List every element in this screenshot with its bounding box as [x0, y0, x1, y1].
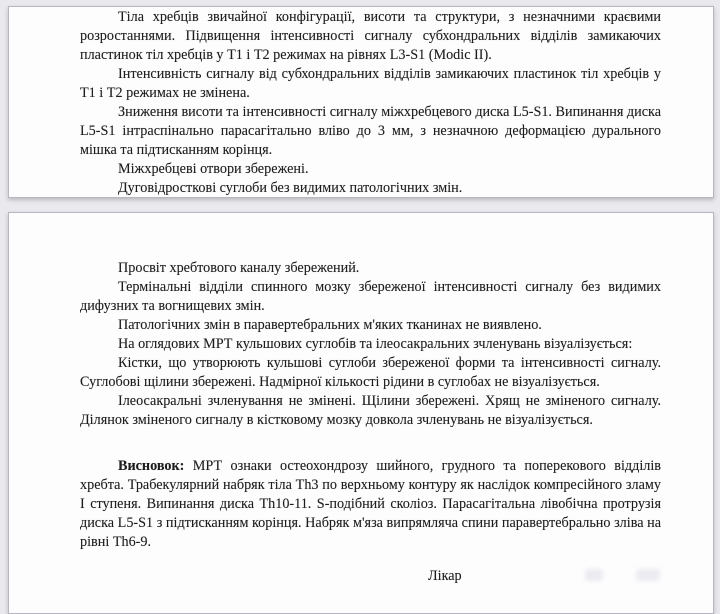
paragraph-hip-survey-intro: На оглядових МРТ кульшових суглобів та ілеосакральних зчленувань візуалізується:: [118, 336, 633, 352]
paragraph-vertebral-bodies: Тіла хребців звичайної конфігурації, висоти та структури, з незначними краєвими розростаннями. Підвищення інтенсивності сигналу субхондральних відділів замикаючих пластинок тіл хребців у Т1 і Т2 режимах на рівнях L3-S1 (Modic II).: [80, 9, 661, 63]
faded-signature-mark: [636, 569, 660, 581]
conclusion-text: МРТ ознаки остеохондрозу шийного, грудного та поперекового відділів хребта. Трабекулярний набряк тіла Th3 по верхньому контуру як наслідок компресійного зламу I ступеня. Випинання диска Th10-11. S-подібний сколіоз. Парасагітальна лівобічна протрузія диска L5-S1 з підтисканням корінця. Набряк м'яза випрямляча спини паравертебрально зліва на рівні Th6-9.: [80, 458, 661, 550]
conclusion-paragraph: [80, 457, 661, 552]
paragraph-spinal-cord: Термінальні відділи спинного мозку збереженої інтенсивності сигналу без видимих дифузних та вогнищевих змін.: [80, 279, 661, 314]
doctor-signature-row: [80, 567, 661, 586]
paragraph-paravertebral-tissues: Патологічних змін в паравертебральних м'яких тканинах не виявлено.: [118, 317, 542, 333]
paragraph-foramina: Міжхребцеві отвори збережені.: [118, 161, 309, 177]
faded-signature-mark: [585, 569, 603, 581]
paragraph-spinal-canal: Просвіт хребтового каналу збережений.: [118, 260, 360, 276]
conclusion-label: Висновок:: [118, 458, 185, 474]
doctor-label: Лікар: [428, 568, 462, 584]
report-page-1: [8, 6, 714, 198]
paragraph-hip-joints: Кістки, що утворюють кульшові суглоби збереженої форми та інтенсивності сигналу. Суглобові щілини збережені. Надмірної кількості рідини в суглобах не візуалізується.: [80, 355, 661, 390]
paragraph-signal-intensity: Інтенсивність сигналу від субхондральних відділів замикаючих пластинок тіл хребців у Т1 і Т2 режимах не змінена.: [80, 66, 661, 101]
report-page-2: [8, 212, 714, 614]
paragraph-disc-l5s1: Зниження висоти та інтенсивності сигналу міжхребцевого диска L5-S1. Випинання диска L5-S1 інтраспінально парасагітально вліво до 3 мм, з незначною деформацією дурального мішка та підтисканням корінця.: [80, 104, 661, 158]
paragraph-sacroiliac-joints: Ілеосакральні зчленування не змінені. Щілини збережені. Хрящ не зміненого сигналу. Ділянок зміненого сигналу в кістковому мозку довкола зчленувань не візуалізується.: [80, 393, 661, 428]
paragraph-facet-joints: Дуговідросткові суглоби без видимих патологічних змін.: [118, 180, 463, 196]
